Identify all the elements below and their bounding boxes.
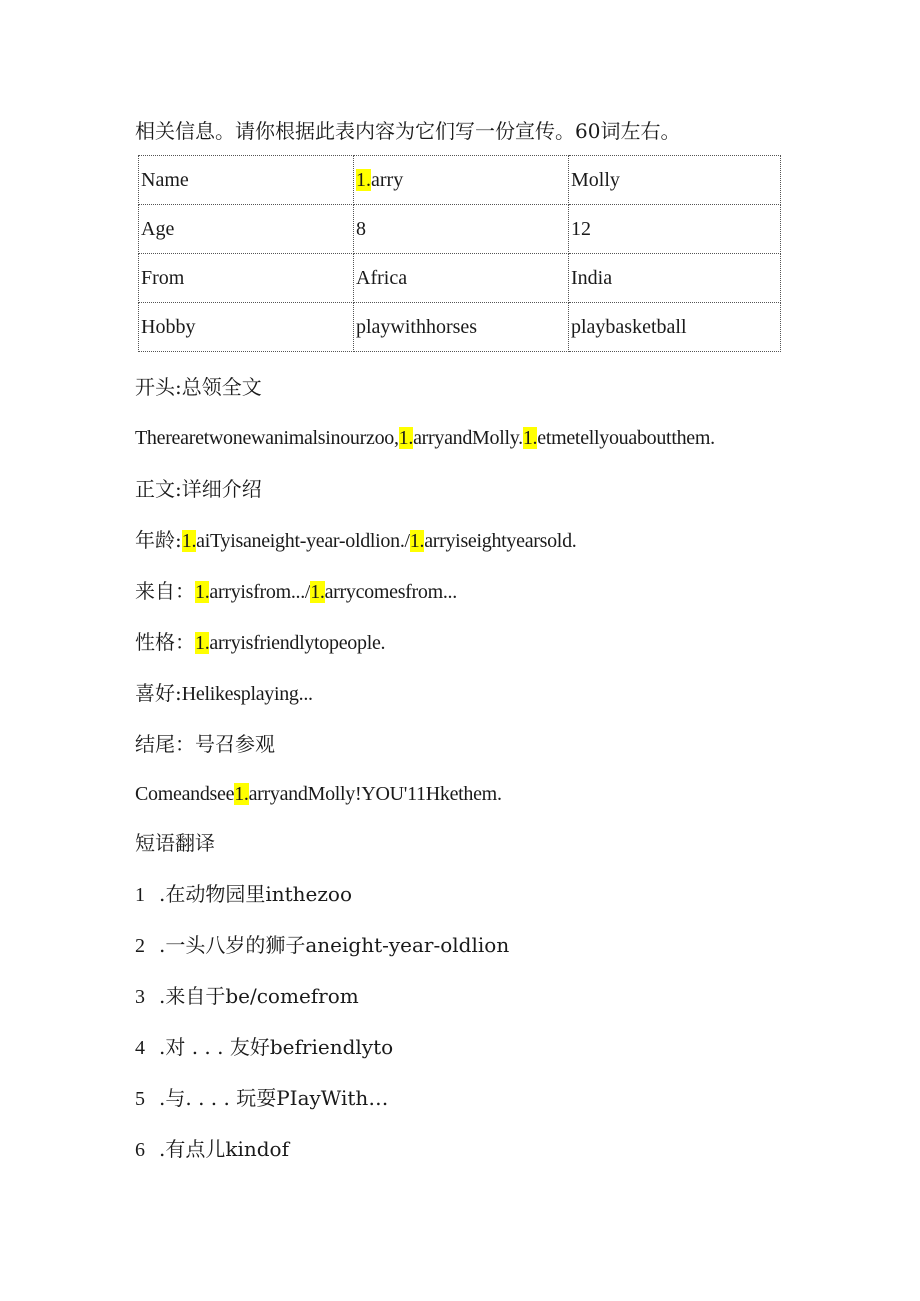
highlight: 1. [195,632,210,654]
highlight: 1. [181,530,197,552]
phrase-item [135,881,352,908]
cell-text: arry [371,168,404,191]
body-heading: 正文:详细介绍 [135,477,262,501]
phrase-text: .与. . . . 玩耍PIayWith… [159,1086,389,1110]
table-row [139,156,781,205]
highlight: 1. [409,530,425,552]
sentence-text: arryiseightyearsold. [424,530,577,552]
intro-text: 相关信息。请你根据此表内容为它们写一份宣传。60词左右。 [135,119,681,143]
phrase-text: .对 . . . 友好befriendlyto [159,1035,394,1059]
phrase-number: 4 [135,1037,145,1059]
highlight: 1. [356,168,371,191]
row-label: Name [139,156,354,205]
info-table [138,155,781,352]
animal-a-cell: 8 [354,205,569,254]
opening-heading: 开头:总领全文 [135,375,262,399]
sentence-text: Helikesplaying... [181,683,313,705]
sentence-text: arryisfriendlytopeople. [209,632,386,654]
phrase-item [135,1034,393,1061]
sentence-text: Therearetwonewanimalsinourzoo, [135,427,399,449]
from-line [135,578,457,605]
highlight: 1. [522,427,538,449]
ending-sentence [135,781,502,807]
sentence-text: arryandMolly!YOU'11Hkethem. [248,783,502,805]
animal-b-cell: Molly [569,156,781,205]
phrase-text: .来自于be/comefrom [159,984,359,1008]
line-label: 年龄: [135,528,182,552]
phrase-item [135,1136,289,1163]
phrase-number: 2 [135,935,145,957]
phrase-item [135,983,359,1010]
table-row [139,205,781,254]
row-label: Hobby [139,303,354,352]
line-label: 来自： [135,579,195,603]
sentence-text: etmetellyouaboutthem. [537,427,715,449]
character-line [135,629,385,656]
animal-a-cell: playwithhorses [354,303,569,352]
phrase-text: .有点儿kindof [159,1137,289,1161]
phrase-item [135,1085,388,1112]
phrase-number: 6 [135,1139,145,1161]
hobby-line [135,680,313,707]
opening-sentence [135,425,715,451]
sentence-text: arryandMolly. [413,427,523,449]
phrase-text: .在动物园里inthezoo [159,882,353,906]
phrase-number: 3 [135,986,145,1008]
sentence-text: arrycomesfrom... [324,581,457,603]
sentence-text: arryisfrom.../ [209,581,311,603]
highlight: 1. [195,581,210,603]
age-line [135,527,576,554]
line-label: 喜好: [135,681,182,705]
table-row [139,254,781,303]
animal-b-cell: 12 [569,205,781,254]
table-row [139,303,781,352]
highlight: 1. [234,783,249,805]
sentence-text: aiTyisaneight-year-oldlion./ [196,530,410,552]
line-label: 性格： [135,630,195,654]
phrase-text: .一头八岁的狮子aneight-year-oldlion [159,933,510,957]
phrase-number: 5 [135,1088,145,1110]
highlight: 1. [398,427,414,449]
highlight: 1. [310,581,325,603]
animal-b-cell: playbasketball [569,303,781,352]
row-label: Age [139,205,354,254]
ending-heading: 结尾：号召参观 [135,732,275,756]
animal-a-cell: Africa [354,254,569,303]
row-label: From [139,254,354,303]
phrase-item [135,932,509,959]
sentence-text: Comeandsee [135,783,235,805]
phrases-heading: 短语翻译 [135,831,215,855]
animal-a-cell [354,156,569,205]
animal-b-cell: India [569,254,781,303]
phrase-number: 1 [135,884,145,906]
